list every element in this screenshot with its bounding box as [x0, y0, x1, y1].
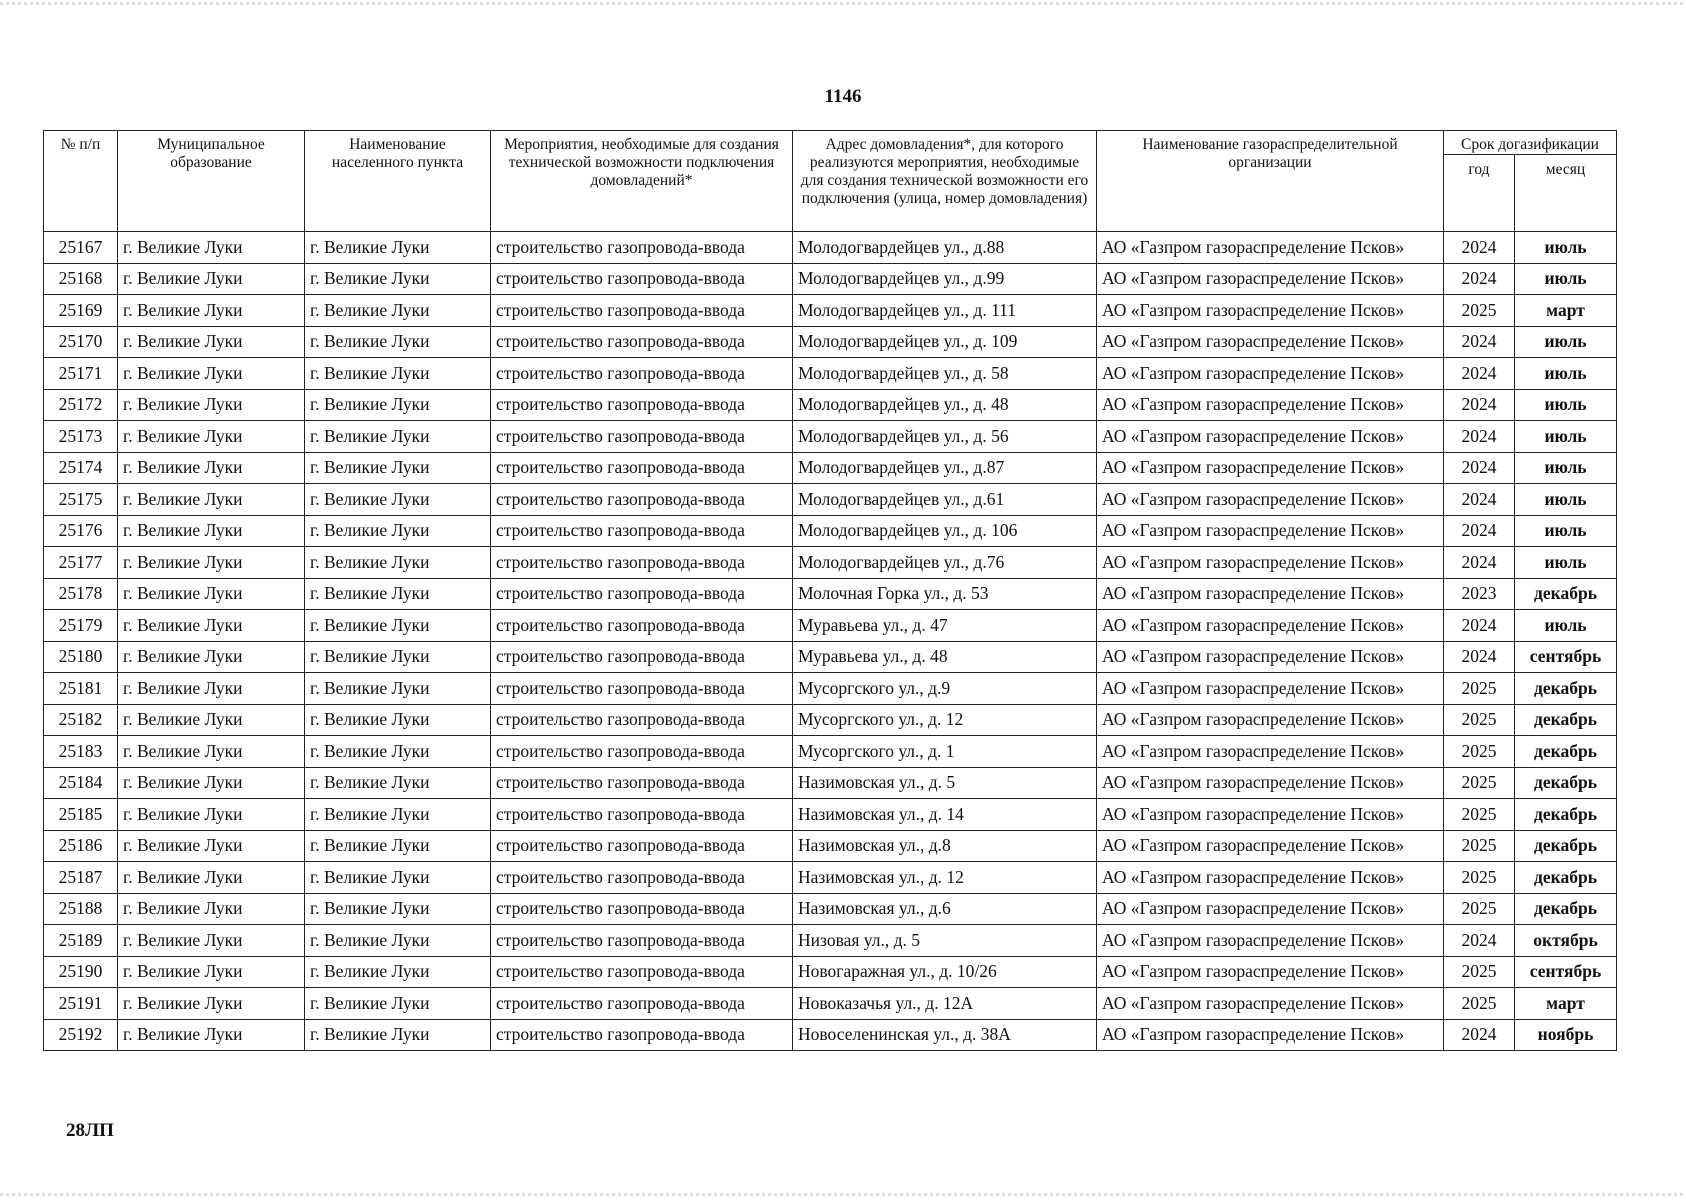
year-cell: 2024 — [1444, 326, 1515, 358]
municipality-cell: г. Великие Луки — [118, 767, 305, 799]
settlement-cell: г. Великие Луки — [305, 641, 491, 673]
organization-cell: АО «Газпром газораспределение Псков» — [1097, 389, 1444, 421]
table-row — [44, 704, 1617, 736]
organization-cell: АО «Газпром газораспределение Псков» — [1097, 610, 1444, 642]
row-number: 25175 — [44, 484, 118, 516]
settlement-cell: г. Великие Луки — [305, 862, 491, 894]
month-cell: декабрь — [1515, 736, 1617, 768]
table-row — [44, 893, 1617, 925]
year-cell: 2024 — [1444, 358, 1515, 390]
month-cell: июль — [1515, 263, 1617, 295]
row-number: 25174 — [44, 452, 118, 484]
measure-cell: строительство газопровода-ввода — [491, 925, 793, 957]
organization-cell: АО «Газпром газораспределение Псков» — [1097, 704, 1444, 736]
month-cell: июль — [1515, 326, 1617, 358]
year-cell: 2024 — [1444, 1019, 1515, 1051]
header-deadline: Срок догазификации — [1444, 131, 1617, 155]
row-number: 25184 — [44, 767, 118, 799]
table-row — [44, 956, 1617, 988]
organization-cell: АО «Газпром газораспределение Псков» — [1097, 358, 1444, 390]
row-number: 25177 — [44, 547, 118, 579]
measure-cell: строительство газопровода-ввода — [491, 673, 793, 705]
table-row — [44, 862, 1617, 894]
municipality-cell: г. Великие Луки — [118, 830, 305, 862]
month-cell: июль — [1515, 515, 1617, 547]
municipality-cell: г. Великие Луки — [118, 893, 305, 925]
address-cell: Мусоргского ул., д.9 — [793, 673, 1097, 705]
year-cell: 2024 — [1444, 421, 1515, 453]
address-cell: Молодогвардейцев ул., д. 56 — [793, 421, 1097, 453]
address-cell: Новогаражная ул., д. 10/26 — [793, 956, 1097, 988]
municipality-cell: г. Великие Луки — [118, 484, 305, 516]
municipality-cell: г. Великие Луки — [118, 578, 305, 610]
month-cell: июль — [1515, 232, 1617, 264]
measure-cell: строительство газопровода-ввода — [491, 263, 793, 295]
row-number: 25172 — [44, 389, 118, 421]
month-cell: июль — [1515, 484, 1617, 516]
table-row — [44, 452, 1617, 484]
year-cell: 2023 — [1444, 578, 1515, 610]
settlement-cell: г. Великие Луки — [305, 295, 491, 327]
year-cell: 2025 — [1444, 956, 1515, 988]
table-row — [44, 578, 1617, 610]
header-year: год — [1444, 155, 1515, 232]
year-cell: 2025 — [1444, 736, 1515, 768]
row-number: 25188 — [44, 893, 118, 925]
measure-cell: строительство газопровода-ввода — [491, 452, 793, 484]
municipality-cell: г. Великие Луки — [118, 263, 305, 295]
settlement-cell: г. Великие Луки — [305, 799, 491, 831]
row-number: 25190 — [44, 956, 118, 988]
address-cell: Молодогвардейцев ул., д.61 — [793, 484, 1097, 516]
month-cell: март — [1515, 988, 1617, 1020]
organization-cell: АО «Газпром газораспределение Псков» — [1097, 326, 1444, 358]
gasification-table — [43, 130, 1617, 1051]
header-settlement: Наименование населенного пункта — [305, 131, 491, 232]
measure-cell: строительство газопровода-ввода — [491, 515, 793, 547]
municipality-cell: г. Великие Луки — [118, 736, 305, 768]
address-cell: Мусоргского ул., д. 12 — [793, 704, 1097, 736]
row-number: 25171 — [44, 358, 118, 390]
address-cell: Муравьева ул., д. 48 — [793, 641, 1097, 673]
municipality-cell: г. Великие Луки — [118, 295, 305, 327]
header-month: месяц — [1515, 155, 1617, 232]
settlement-cell: г. Великие Луки — [305, 263, 491, 295]
row-number: 25173 — [44, 421, 118, 453]
settlement-cell: г. Великие Луки — [305, 389, 491, 421]
month-cell: декабрь — [1515, 673, 1617, 705]
table-row — [44, 232, 1617, 264]
header-address: Адрес домовладения*, для которого реализуются мероприятия, необходимые для создания технической возможности его подключения (улица, номер домовладения) — [793, 131, 1097, 232]
settlement-cell: г. Великие Луки — [305, 515, 491, 547]
organization-cell: АО «Газпром газораспределение Псков» — [1097, 956, 1444, 988]
organization-cell: АО «Газпром газораспределение Псков» — [1097, 295, 1444, 327]
month-cell: март — [1515, 295, 1617, 327]
measure-cell: строительство газопровода-ввода — [491, 862, 793, 894]
address-cell: Новоказачья ул., д. 12А — [793, 988, 1097, 1020]
measure-cell: строительство газопровода-ввода — [491, 736, 793, 768]
year-cell: 2024 — [1444, 925, 1515, 957]
municipality-cell: г. Великие Луки — [118, 389, 305, 421]
municipality-cell: г. Великие Луки — [118, 799, 305, 831]
settlement-cell: г. Великие Луки — [305, 988, 491, 1020]
month-cell: декабрь — [1515, 767, 1617, 799]
year-cell: 2024 — [1444, 389, 1515, 421]
year-cell: 2024 — [1444, 232, 1515, 264]
settlement-cell: г. Великие Луки — [305, 767, 491, 799]
page-number: 1146 — [824, 86, 862, 107]
organization-cell: АО «Газпром газораспределение Псков» — [1097, 232, 1444, 264]
month-cell: июль — [1515, 610, 1617, 642]
measure-cell: строительство газопровода-ввода — [491, 610, 793, 642]
municipality-cell: г. Великие Луки — [118, 326, 305, 358]
organization-cell: АО «Газпром газораспределение Псков» — [1097, 484, 1444, 516]
measure-cell: строительство газопровода-ввода — [491, 326, 793, 358]
address-cell: Муравьева ул., д. 47 — [793, 610, 1097, 642]
municipality-cell: г. Великие Луки — [118, 232, 305, 264]
settlement-cell: г. Великие Луки — [305, 484, 491, 516]
table-row — [44, 830, 1617, 862]
organization-cell: АО «Газпром газораспределение Псков» — [1097, 452, 1444, 484]
month-cell: сентябрь — [1515, 641, 1617, 673]
organization-cell: АО «Газпром газораспределение Псков» — [1097, 547, 1444, 579]
measure-cell: строительство газопровода-ввода — [491, 295, 793, 327]
measure-cell: строительство газопровода-ввода — [491, 358, 793, 390]
settlement-cell: г. Великие Луки — [305, 956, 491, 988]
address-cell: Низовая ул., д. 5 — [793, 925, 1097, 957]
municipality-cell: г. Великие Луки — [118, 673, 305, 705]
month-cell: декабрь — [1515, 578, 1617, 610]
table-row — [44, 389, 1617, 421]
measure-cell: строительство газопровода-ввода — [491, 232, 793, 264]
table-row — [44, 799, 1617, 831]
header-municipality: Муниципальное образование — [118, 131, 305, 232]
table-row — [44, 421, 1617, 453]
measure-cell: строительство газопровода-ввода — [491, 988, 793, 1020]
year-cell: 2024 — [1444, 547, 1515, 579]
organization-cell: АО «Газпром газораспределение Псков» — [1097, 767, 1444, 799]
table-row — [44, 925, 1617, 957]
month-cell: ноябрь — [1515, 1019, 1617, 1051]
row-number: 25183 — [44, 736, 118, 768]
month-cell: декабрь — [1515, 830, 1617, 862]
table-row — [44, 326, 1617, 358]
organization-cell: АО «Газпром газораспределение Псков» — [1097, 263, 1444, 295]
row-number: 25168 — [44, 263, 118, 295]
settlement-cell: г. Великие Луки — [305, 326, 491, 358]
address-cell: Назимовская ул., д.6 — [793, 893, 1097, 925]
year-cell: 2025 — [1444, 767, 1515, 799]
measure-cell: строительство газопровода-ввода — [491, 421, 793, 453]
measure-cell: строительство газопровода-ввода — [491, 578, 793, 610]
settlement-cell: г. Великие Луки — [305, 421, 491, 453]
settlement-cell: г. Великие Луки — [305, 358, 491, 390]
settlement-cell: г. Великие Луки — [305, 610, 491, 642]
organization-cell: АО «Газпром газораспределение Псков» — [1097, 830, 1444, 862]
municipality-cell: г. Великие Луки — [118, 862, 305, 894]
month-cell: декабрь — [1515, 704, 1617, 736]
year-cell: 2024 — [1444, 641, 1515, 673]
table-row — [44, 358, 1617, 390]
address-cell: Молодогвардейцев ул., д.76 — [793, 547, 1097, 579]
measure-cell: строительство газопровода-ввода — [491, 830, 793, 862]
address-cell: Мусоргского ул., д. 1 — [793, 736, 1097, 768]
address-cell: Молодогвардейцев ул., д.88 — [793, 232, 1097, 264]
row-number: 25182 — [44, 704, 118, 736]
settlement-cell: г. Великие Луки — [305, 1019, 491, 1051]
municipality-cell: г. Великие Луки — [118, 515, 305, 547]
organization-cell: АО «Газпром газораспределение Псков» — [1097, 641, 1444, 673]
address-cell: Молодогвардейцев ул., д. 48 — [793, 389, 1097, 421]
municipality-cell: г. Великие Луки — [118, 358, 305, 390]
municipality-cell: г. Великие Луки — [118, 452, 305, 484]
row-number: 25176 — [44, 515, 118, 547]
year-cell: 2025 — [1444, 830, 1515, 862]
address-cell: Молодогвардейцев ул., д.99 — [793, 263, 1097, 295]
month-cell: декабрь — [1515, 893, 1617, 925]
row-number: 25189 — [44, 925, 118, 957]
row-number: 25186 — [44, 830, 118, 862]
municipality-cell: г. Великие Луки — [118, 956, 305, 988]
address-cell: Назимовская ул., д. 14 — [793, 799, 1097, 831]
table-row — [44, 641, 1617, 673]
organization-cell: АО «Газпром газораспределение Псков» — [1097, 893, 1444, 925]
municipality-cell: г. Великие Луки — [118, 1019, 305, 1051]
row-number: 25167 — [44, 232, 118, 264]
address-cell: Молодогвардейцев ул., д.87 — [793, 452, 1097, 484]
measure-cell: строительство газопровода-ввода — [491, 389, 793, 421]
row-number: 25185 — [44, 799, 118, 831]
year-cell: 2025 — [1444, 862, 1515, 894]
municipality-cell: г. Великие Луки — [118, 925, 305, 957]
settlement-cell: г. Великие Луки — [305, 673, 491, 705]
table-row — [44, 484, 1617, 516]
table-row — [44, 547, 1617, 579]
footer-code: 28ЛП — [66, 1120, 114, 1141]
table-row — [44, 295, 1617, 327]
measure-cell: строительство газопровода-ввода — [491, 1019, 793, 1051]
settlement-cell: г. Великие Луки — [305, 578, 491, 610]
year-cell: 2025 — [1444, 673, 1515, 705]
table-row — [44, 610, 1617, 642]
row-number: 25191 — [44, 988, 118, 1020]
header-measures: Мероприятия, необходимые для создания технической возможности подключения домовладений* — [491, 131, 793, 232]
table-row — [44, 263, 1617, 295]
municipality-cell: г. Великие Луки — [118, 988, 305, 1020]
measure-cell: строительство газопровода-ввода — [491, 547, 793, 579]
month-cell: июль — [1515, 547, 1617, 579]
measure-cell: строительство газопровода-ввода — [491, 704, 793, 736]
table-row — [44, 1019, 1617, 1051]
header-row — [44, 131, 1617, 155]
month-cell: октябрь — [1515, 925, 1617, 957]
organization-cell: АО «Газпром газораспределение Псков» — [1097, 578, 1444, 610]
measure-cell: строительство газопровода-ввода — [491, 484, 793, 516]
settlement-cell: г. Великие Луки — [305, 736, 491, 768]
settlement-cell: г. Великие Луки — [305, 452, 491, 484]
municipality-cell: г. Великие Луки — [118, 704, 305, 736]
scan-edge-bottom — [0, 1193, 1686, 1196]
address-cell: Молодогвардейцев ул., д. 111 — [793, 295, 1097, 327]
measure-cell: строительство газопровода-ввода — [491, 767, 793, 799]
municipality-cell: г. Великие Луки — [118, 547, 305, 579]
year-cell: 2025 — [1444, 295, 1515, 327]
organization-cell: АО «Газпром газораспределение Псков» — [1097, 799, 1444, 831]
year-cell: 2025 — [1444, 893, 1515, 925]
table-row — [44, 515, 1617, 547]
year-cell: 2025 — [1444, 704, 1515, 736]
month-cell: сентябрь — [1515, 956, 1617, 988]
address-cell: Новоселенинская ул., д. 38А — [793, 1019, 1097, 1051]
row-number: 25179 — [44, 610, 118, 642]
address-cell: Назимовская ул., д. 5 — [793, 767, 1097, 799]
row-number: 25187 — [44, 862, 118, 894]
settlement-cell: г. Великие Луки — [305, 830, 491, 862]
settlement-cell: г. Великие Луки — [305, 547, 491, 579]
address-cell: Молодогвардейцев ул., д. 109 — [793, 326, 1097, 358]
measure-cell: строительство газопровода-ввода — [491, 956, 793, 988]
settlement-cell: г. Великие Луки — [305, 232, 491, 264]
organization-cell: АО «Газпром газораспределение Псков» — [1097, 988, 1444, 1020]
organization-cell: АО «Газпром газораспределение Псков» — [1097, 515, 1444, 547]
organization-cell: АО «Газпром газораспределение Псков» — [1097, 1019, 1444, 1051]
year-cell: 2024 — [1444, 515, 1515, 547]
year-cell: 2024 — [1444, 484, 1515, 516]
measure-cell: строительство газопровода-ввода — [491, 641, 793, 673]
organization-cell: АО «Газпром газораспределение Псков» — [1097, 421, 1444, 453]
month-cell: июль — [1515, 421, 1617, 453]
table-row — [44, 767, 1617, 799]
scan-edge-top — [0, 2, 1686, 5]
year-cell: 2024 — [1444, 452, 1515, 484]
row-number: 25170 — [44, 326, 118, 358]
month-cell: июль — [1515, 389, 1617, 421]
row-number: 25169 — [44, 295, 118, 327]
address-cell: Молочная Горка ул., д. 53 — [793, 578, 1097, 610]
row-number: 25178 — [44, 578, 118, 610]
address-cell: Молодогвардейцев ул., д. 106 — [793, 515, 1097, 547]
settlement-cell: г. Великие Луки — [305, 704, 491, 736]
table-body — [44, 232, 1617, 1051]
organization-cell: АО «Газпром газораспределение Псков» — [1097, 736, 1444, 768]
month-cell: декабрь — [1515, 799, 1617, 831]
table-row — [44, 673, 1617, 705]
measure-cell: строительство газопровода-ввода — [491, 799, 793, 831]
month-cell: июль — [1515, 358, 1617, 390]
table-row — [44, 736, 1617, 768]
municipality-cell: г. Великие Луки — [118, 421, 305, 453]
row-number: 25192 — [44, 1019, 118, 1051]
year-cell: 2025 — [1444, 799, 1515, 831]
month-cell: июль — [1515, 452, 1617, 484]
organization-cell: АО «Газпром газораспределение Псков» — [1097, 862, 1444, 894]
measure-cell: строительство газопровода-ввода — [491, 893, 793, 925]
header-organization: Наименование газораспределительной организации — [1097, 131, 1444, 232]
organization-cell: АО «Газпром газораспределение Псков» — [1097, 673, 1444, 705]
year-cell: 2024 — [1444, 263, 1515, 295]
address-cell: Назимовская ул., д.8 — [793, 830, 1097, 862]
settlement-cell: г. Великие Луки — [305, 925, 491, 957]
organization-cell: АО «Газпром газораспределение Псков» — [1097, 925, 1444, 957]
header-num: № п/п — [44, 131, 118, 232]
year-cell: 2024 — [1444, 610, 1515, 642]
month-cell: декабрь — [1515, 862, 1617, 894]
municipality-cell: г. Великие Луки — [118, 641, 305, 673]
row-number: 25180 — [44, 641, 118, 673]
municipality-cell: г. Великие Луки — [118, 610, 305, 642]
settlement-cell: г. Великие Луки — [305, 893, 491, 925]
address-cell: Молодогвардейцев ул., д. 58 — [793, 358, 1097, 390]
table-row — [44, 988, 1617, 1020]
year-cell: 2025 — [1444, 988, 1515, 1020]
row-number: 25181 — [44, 673, 118, 705]
address-cell: Назимовская ул., д. 12 — [793, 862, 1097, 894]
